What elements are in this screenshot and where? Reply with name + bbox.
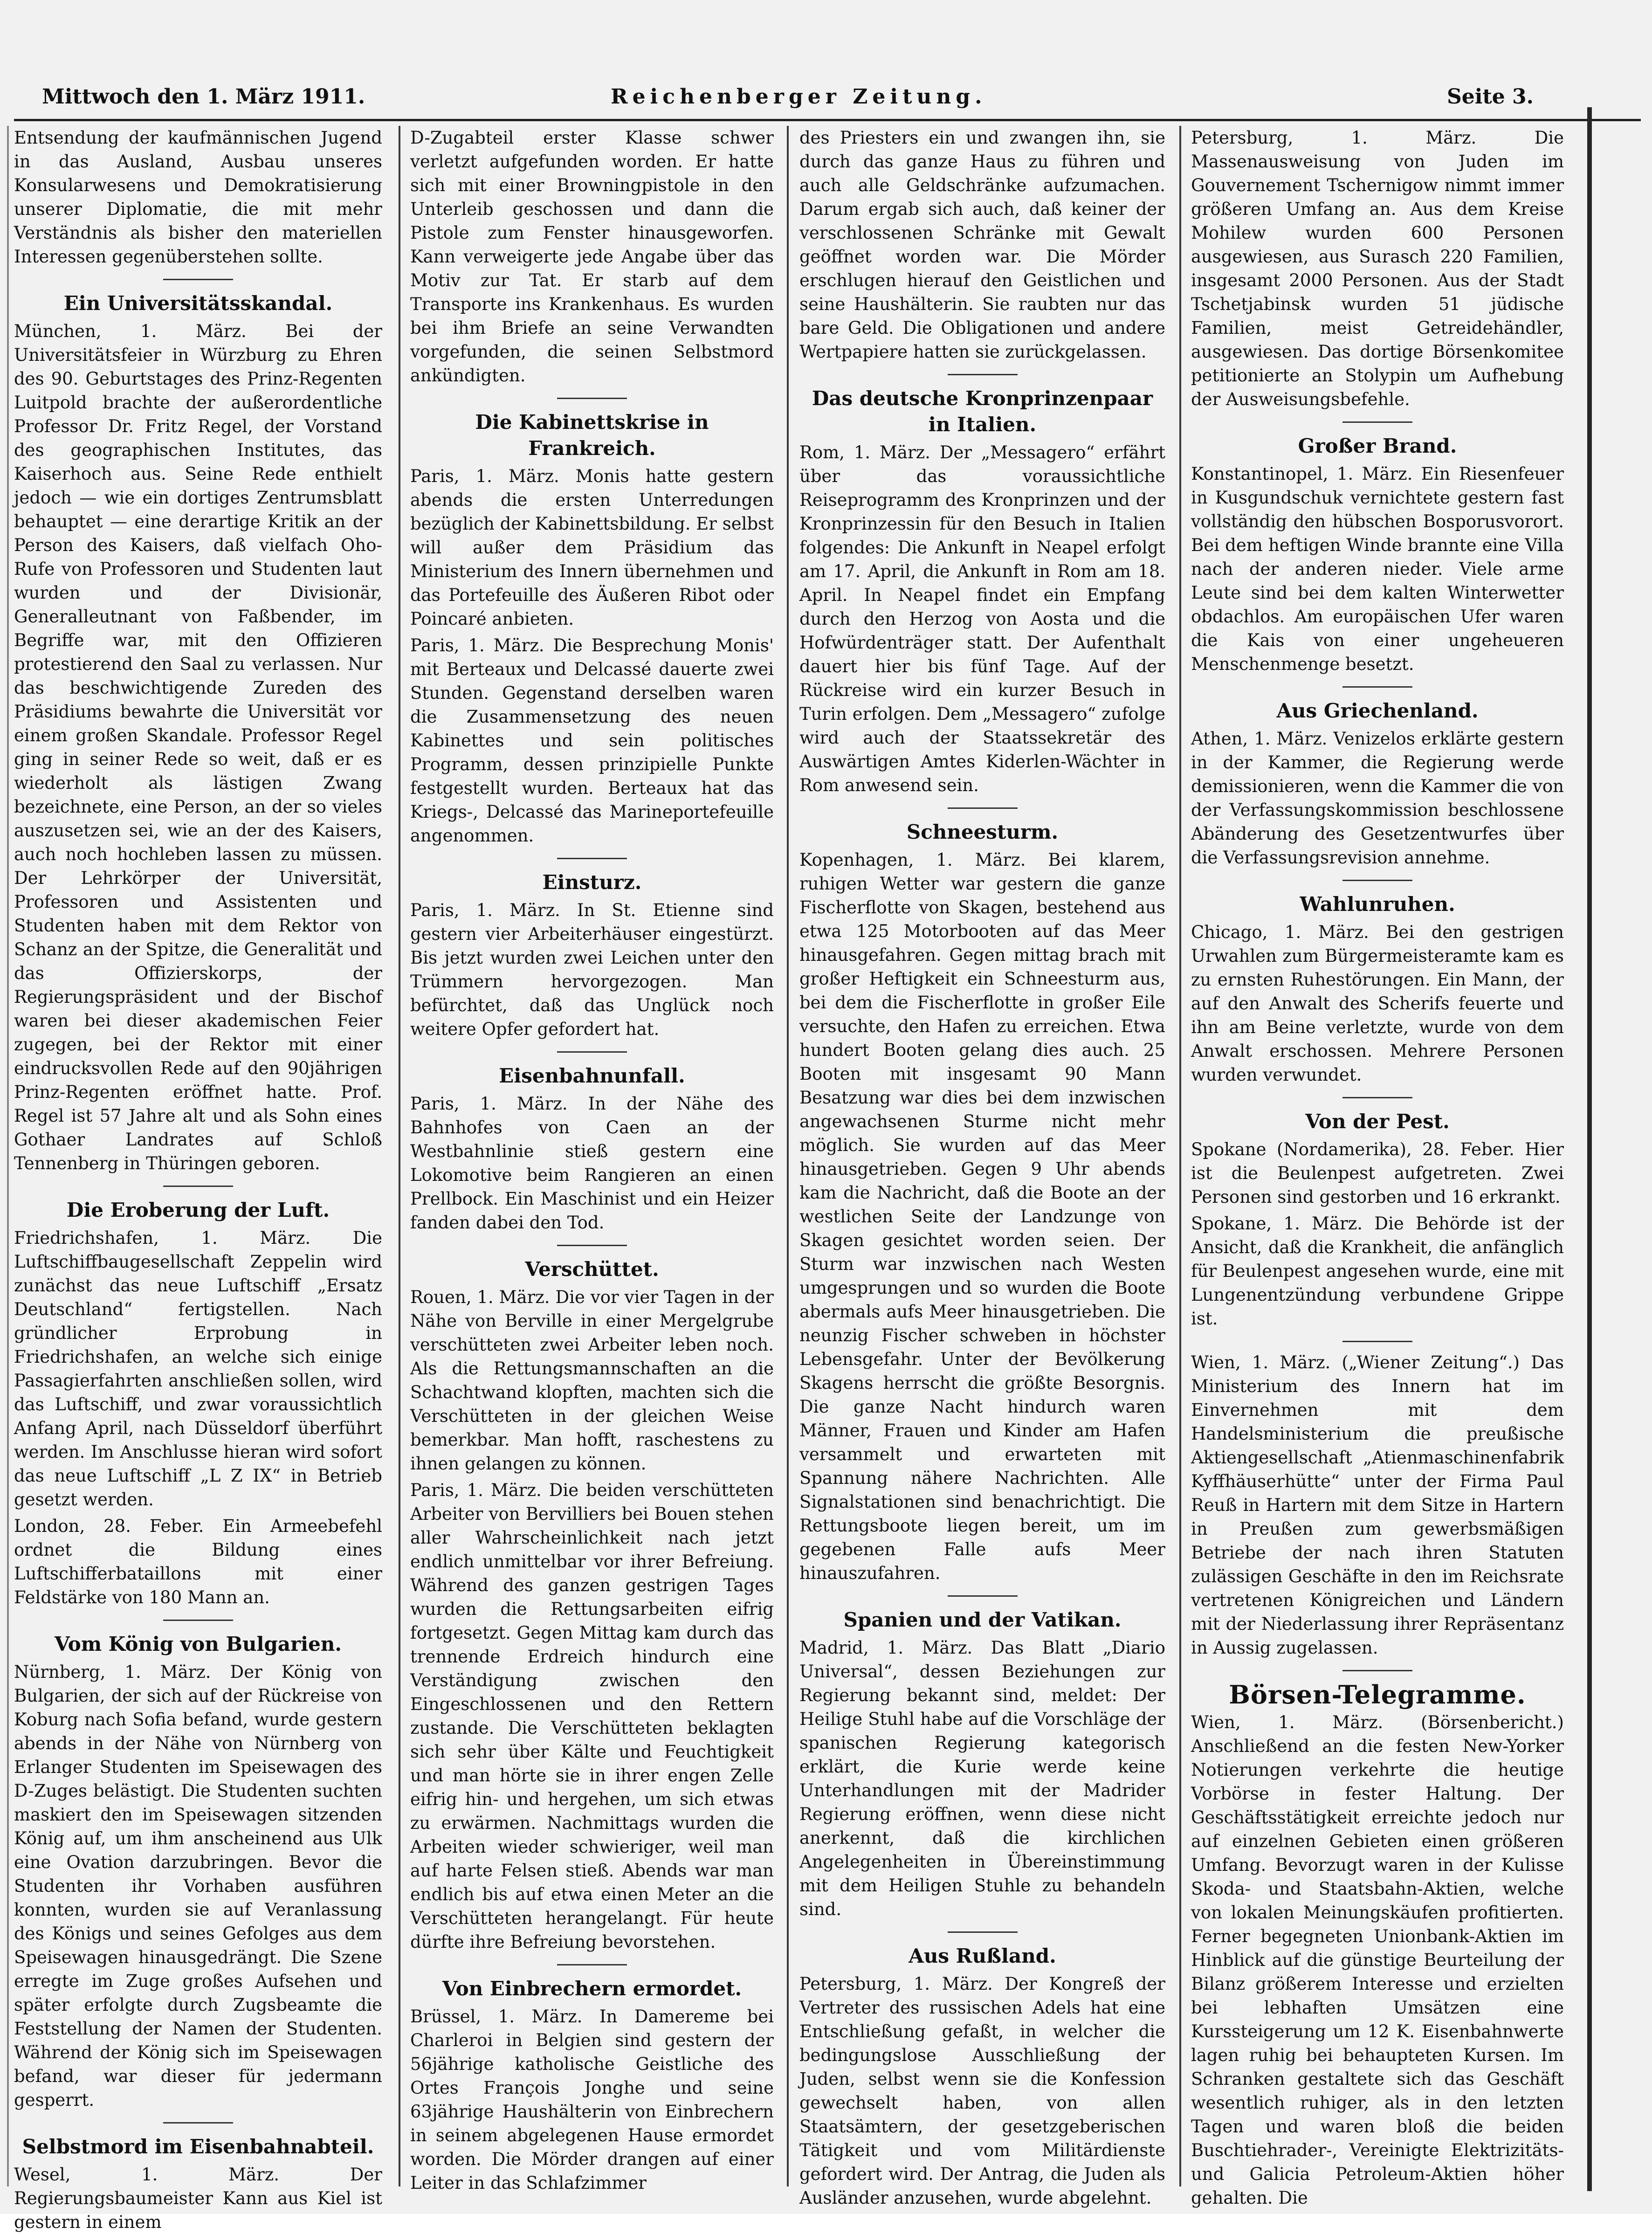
article-heading: Selbstmord im Eisenbahnabteil. xyxy=(22,2135,374,2158)
article xyxy=(410,1256,774,1954)
article-paragraph: Paris, 1. März. Die beiden verschütteten Arbeiter von Bervilliers bei Bouen stehen aller Wahrscheinlichkeit nach jetzt endlich unmittelbar vor ihrer Befreiung. Während des ganzen gestrigen Tages wurden die Rettungsarbeiten eifrig fortgesetzt. Gegen Mittag kam durch das trennende Erdreich hindurch eine Verständigung zwischen den Eingeschlossenen und den Rettern zustande. Die Verschütteten beklagten sich sehr über Kälte und Feuchtigkeit und man hörte sie in ihrer engen Zelle eifrig hin- und hergehen, um sich etwas zu erwärmen. Nachmittags wurden die Arbeiten wieder schwieriger, weil man auf harte Felsen stieß. Abends war man endlich bis auf etwa einen Meter an die Verschütteten herangelangt. Für heute dürfte ihre Befreiung bevorstehen. xyxy=(410,1480,774,1952)
article-paragraph: Friedrichshafen, 1. März. Die Luftschiffbaugesellschaft Zeppelin wird zunächst das neue Luftschiff „Ersatz Deutschland“ fertigstellen. Nach gründlicher Erprobung in Friedrichshafen, an welche sich einige Passagierfahrten anschließen sollen, wird das Luftschiff, und zwar voraussichtlich Anfang April, nach Düsseldorf überführt werden. Im Anschlusse hieran wird sofort das neue Luftschiff „L Z IX“ in Betrieb gesetzt werden. xyxy=(14,1228,382,1510)
article-heading: Aus Griechenland. xyxy=(1276,699,1479,722)
article-paragraph: Kopenhagen, 1. März. Bei klarem, ruhigen Wetter war gestern die ganze Fischerflotte von Skagen, bestehend aus etwa 125 Motorbooten auf das Meer hinausgefahren. Gegen mittag brach mit großer Heftigkeit ein Schneesturm aus, bei dem die Fischerflotte in großer Eile versuchte, den Hafen zu erreichen. Etwa hundert Booten gelang dies auch. 25 Booten mit insgesamt 90 Mann Besatzung war dies bei dem inzwischen angewachsenen Sturme nicht mehr möglich. Sie wurden auf das Meer hinausgetrieben. Gegen 9 Uhr abends kam die Nachricht, daß die Boote an der westlichen Seite der Landzunge von Skagen gesichtet worden seien. Der Sturm war inzwischen nach Westen umgesprungen und so wurden die Boote abermals aufs Meer hinausgetrieben. Die neunzig Fischer schweben in höchster Lebensgefahr. Unter der Bevölkerung Skagens herrscht die größte Besorgnis. Die ganze Nacht hindurch waren Männer, Frauen und Kinder am Hafen versammelt und erwarteten mit Spannung nähere Nachrichten. Alle Signalstationen sind benachrichtigt. Die Rettungsboote liegen bereit, um im gegebenen Falle aufs Meer hinauszufahren. xyxy=(799,850,1165,1583)
article-paragraph: Paris, 1. März. Monis hatte gestern abends die ersten Unterredungen bezüglich der Kabinettsbildung. Er selbst will außer dem Präsidium das Ministerium des Innern übernehmen und das Portefeuille des Äußeren Ribot oder Poincaré anbieten. xyxy=(410,466,774,629)
article-separator xyxy=(948,1595,1018,1597)
article xyxy=(14,2134,382,2234)
article-separator xyxy=(163,2122,233,2124)
article-heading: Eisenbahnunfall. xyxy=(499,1064,685,1087)
column-1 xyxy=(14,126,382,2232)
article-separator xyxy=(557,858,627,859)
article-paragraph: Paris, 1. März. In St. Etienne sind gestern vier Arbeiterhäuser eingestürzt. Bis jetzt wurden zwei Leichen unter den Trümmern hervorgezogen. Man befürchtet, daß das Unglück noch weitere Opfer gefordert hat. xyxy=(410,900,774,1039)
article-heading: Ein Universitätsskandal. xyxy=(63,292,333,315)
article xyxy=(799,386,1165,797)
article-separator xyxy=(948,374,1018,375)
article-paragraph: Rouen, 1. März. Die vor vier Tagen in der Nähe von Berville in einer Mergelgrube verschütteten zwei Arbeiter leben noch. Als die Rettungsmannschaften an die Schachtwand klopften, machten sich die Verschütteten in der gleichen Weise bemerkbar. Man hofft, raschestens zu ihnen gelangen zu können. xyxy=(410,1287,774,1474)
article xyxy=(1191,1109,1564,1331)
article-paragraph: Wien, 1. März. (Börsenbericht.) Anschließend an die festen New-Yorker Notierungen verkehrte die heutige Vorbörse in fester Haltung. Der Geschäftsstätigkeit erreichte jedoch nur auf einzelnen Gebieten einen größeren Umfang. Bevorzugt waren in der Kulisse Skoda- und Staatsbahn-Aktien, welche von lokalen Meinungskäufen profitierten. Ferner begegneten Unionbank-Aktien im Hinblick auf die günstige Beurteilung der Bilanz größerem Interesse und erzielten bei lebhaften Umsätzen eine Kurssteigerung um 12 K. Eisenbahnwerte lagen ruhig bei behaupteten Kursen. Im Schranken gestaltete sich das Geschäft wesentlich ruhiger, als in den letzten Tagen und waren bloß die beiden Buschtiehrader-, Vereinigte Elektrizitäts- und Galicia Petroleum-Aktien höher gehalten. Die xyxy=(1191,1712,1564,2208)
article xyxy=(410,1976,774,2195)
article xyxy=(1191,891,1564,1087)
article-separator xyxy=(557,1964,627,1965)
article-separator xyxy=(557,1051,627,1053)
column-divider xyxy=(787,126,789,2186)
article xyxy=(14,1197,382,1609)
article-paragraph: Petersburg, 1. März. Die Massenausweisung von Juden im Gouvernement Tschernigow nimmt immer größeren Umfang an. Aus dem Kreise Mohilew wurden 600 Personen ausgewiesen, aus Surasch 220 Familien, insgesamt 2000 Personen. Aus der Stadt Tschetjabinsk wurden 51 jüdische Familien, meist Getreidehändler, ausgewiesen. Das dortige Börsenkomitee petitionierte an Stolypin um Aufhebung der Ausweisungsbefehle. xyxy=(1191,128,1564,409)
article-heading: Schneesturm. xyxy=(906,821,1059,843)
article xyxy=(1191,126,1564,411)
article-paragraph: Spokane (Nordamerika), 28. Feber. Hier ist die Beulenpest aufgetreten. Zwei Personen sind gestorben und 16 erkrankt. xyxy=(1191,1139,1564,1207)
article-paragraph: Wesel, 1. März. Der Regierungsbaumeister Kann aus Kiel ist gestern in einem xyxy=(14,2165,382,2232)
article-separator xyxy=(163,1186,233,1187)
article xyxy=(410,869,774,1041)
article-paragraph: Athen, 1. März. Venizelos erklärte gestern in der Kammer, die Regierung werde demissionieren, wenn die Kammer die von der Verfassungskommission beschlossene Abänderung des Gesetzentwurfes über die Verfassungsrevision annehme. xyxy=(1191,729,1564,868)
article-paragraph: Spokane, 1. März. Die Behörde ist der Ansicht, daß die Krankheit, die anfänglich für Beulenpest angesehen wurde, eine mit Lungenentzündung verbundene Grippe ist. xyxy=(1191,1214,1564,1329)
article-paragraph: Rom, 1. März. Der „Messagero“ erfährt über das voraussichtliche Reiseprogramm des Kronprinzen und der Kronprinzessin für den Besuch in Italien folgendes: Die Ankunft in Neapel erfolgt am 17. April, die Ankunft in Rom am 18. April. In Neapel findet ein Empfang durch den Herzog von Aosta und die Hofwürdenträger statt. Der Aufenthalt dauert hier bis fünf Tage. Auf der Rückreise wird ein kurzer Besuch in Turin erfolgen. Dem „Messagero“ zufolge wird auch der Staatssekretär des Auswärtigen Amtes Kiderlen-Wächter in Rom anwesend sein. xyxy=(799,442,1165,795)
article-heading: Das deutsche Kronprinzenpaar in Italien. xyxy=(812,387,1153,436)
header-date: Mittwoch den 1. März 1911. xyxy=(42,85,365,109)
article-paragraph: London, 28. Feber. Ein Armeebefehl ordnet die Bildung eines Luftschifferbataillons mit einer Feldstärke von 180 Mann an. xyxy=(14,1516,382,1607)
article-heading: Spanien und der Vatikan. xyxy=(843,1608,1122,1631)
article xyxy=(410,409,774,848)
article-paragraph: München, 1. März. Bei der Universitätsfeier in Würzburg zu Ehren des 90. Geburtstages des Prinz-Regenten Luitpold brachte der außerordentliche Professor Dr. Fritz Regel, der Vorstand des geographischen Institutes, das Kaiserhoch aus. Seine Rede enthielt jedoch — wie ein dortiges Zentrumsblatt behauptet — eine derartige Kritik an der Person des Kaisers, daß vielfach Oho-Rufe von Professoren und Studenten laut wurden und der Divisionär, Generalleutnant von Faßbender, im Begriffe war, mit den Offizieren protestierend den Saal zu verlassen. Nur das beschwichtigende Zureden des Präsidiums bewahrte die Universität vor einem großen Skandale. Professor Regel ging in seiner Rede so weit, daß er es wiederholt als lästigen Zwang bezeichnete, eine Person, an der so vieles auszusetzen sei, wie an der des Kaisers, auch noch hochleben lassen zu müssen. Der Lehrkörper der Universität, Professoren und Assistenten und Studenten haben mit dem Rektor von Schanz an der Spitze, die Generalität und das Offizierskorps, der Regierungspräsident und der Bischof waren bei dieser akademischen Feier zugegen, bei der Rektor mit einer eindrucksvollen Rede auf den 90jährigen Prinz-Regenten eröffnet hatte. Prof. Regel ist 57 Jahre alt und als Sohn eines Gothaer Landrates auf Schloß Tennenberg in Thüringen geboren. xyxy=(14,321,382,1173)
article-separator xyxy=(557,398,627,399)
page-header xyxy=(42,85,1534,113)
article xyxy=(799,126,1165,364)
article-heading: Von Einbrechern ermordet. xyxy=(442,1977,742,2000)
article-paragraph: Madrid, 1. März. Das Blatt „Diario Universal“, dessen Beziehungen zur Regierung bekannt sind, meldet: Der Heilige Stuhl habe auf die Vorschläge der spanischen Regierung kategorisch erklärt, die Kurie werde keine Unterhandlungen mit der Madrider Regierung eröffnen, wenn diese nicht anerkennt, daß die kirchlichen Angelegenheiten in Übereinstimmung mit dem Heiligen Stuhle zu behandeln sind. xyxy=(799,1638,1165,1919)
article xyxy=(1191,433,1564,676)
article-separator xyxy=(1342,1341,1412,1342)
article xyxy=(14,290,382,1175)
article-heading: Großer Brand. xyxy=(1298,434,1457,457)
article-separator xyxy=(163,1620,233,1621)
page-edge-right xyxy=(1587,107,1592,2191)
article-paragraph: Petersburg, 1. März. Der Kongreß der Vertreter des russischen Adels hat eine Entschließung gefaßt, in welcher die bedingungslose Ausschließung der Juden, selbst wenn sie die Konfession gewechselt haben, von allen Staatsämtern, der gesetzgeberischen Tätigkeit und vom Militärdienste gefordert wird. Der Antrag, die Juden als Ausländer anzusehen, wurde abgelehnt. xyxy=(799,1974,1165,2208)
page-edge-left xyxy=(7,126,9,2186)
article xyxy=(799,1607,1165,1921)
article-separator xyxy=(1342,1097,1412,1098)
masthead-title: Reichenberger Zeitung. xyxy=(611,85,987,109)
article-heading: Einsturz. xyxy=(542,871,642,894)
article xyxy=(410,1063,774,1234)
article-paragraph: Paris, 1. März. In der Nähe des Bahnhofes von Caen an der Westbahnlinie stieß gestern eine Lokomotive beim Rangieren an einen Prellbock. Ein Maschinist und ein Heizer fanden dabei den Tod. xyxy=(410,1094,774,1233)
article-heading: Vom König von Bulgarien. xyxy=(55,1633,342,1655)
article-paragraph: Chicago, 1. März. Bei den gestrigen Urwahlen zum Bürgermeisteramte kam es zu ernsten Ruhestörungen. Ein Mann, der auf den Anwalt des Scherifs feuerte und ihn am Beine verletzte, wurde von dem Anwalt erschossen. Mehrere Personen wurden verwundet. xyxy=(1191,922,1564,1085)
column-4 xyxy=(1191,126,1564,2208)
article-separator xyxy=(557,1245,627,1246)
article-separator xyxy=(1342,1670,1412,1671)
article-separator xyxy=(948,807,1018,809)
article-paragraph: Wien, 1. März. („Wiener Zeitung“.) Das Ministerium des Innern hat im Einvernehmen mit dem Handelsministerium die preußische Aktiengesellschaft „Atienmaschinenfabrik Kyffhäuserhütte“ unter der Firma Paul Reuß in Hartern mit dem Sitze in Hartern in Preußen zum gewerbsmäßigen Betriebe der nach ihren Statuten zulässigen Geschäfte in den im Reichsrate vertretenen Königreichen und Ländern mit der Niederlassung ihrer Repräsentanz in Aussig zugelassen. xyxy=(1191,1352,1564,1658)
article-paragraph: Paris, 1. März. Die Besprechung Monis' mit Berteaux und Delcassé dauerte zwei Stunden. Gegenstand derselben waren die Zusammensetzung des neuen Kabinettes und sein politisches Programm, dessen prinzipielle Punkte festgestellt wurden. Berteaux hat das Kriegs-, Delcassé das Marineportefeuille angenommen. xyxy=(410,635,774,846)
article-separator xyxy=(1342,421,1412,423)
article-paragraph: Nürnberg, 1. März. Der König von Bulgarien, der sich auf der Rückreise von Koburg nach Sofia befand, wurde gestern abends in der Nähe von Nürnberg von Erlanger Studenten im Speisewagen des D-Zuges belästigt. Die Studenten suchten maskiert den im Speisewagen sitzenden König auf, um ihm anscheinend aus Ulk eine Ovation darzubringen. Bevor die Studenten ihr Vorhaben ausführen konnten, wurden sie auf Veranlassung des Königs und seines Gefolges aus dem Speisewagen hinausgedrängt. Die Szene erregte im Zuge großes Aufsehen und später erfolgte durch Zugsbeamte die Feststellung der Namen der Studenten. Während der König sich im Speisewagen befand, war dieser für jedermann gesperrt. xyxy=(14,1662,382,2110)
column-2 xyxy=(410,126,774,2193)
article-paragraph: D-Zugabteil erster Klasse schwer verletzt aufgefunden worden. Er hatte sich mit einer Browningpistole in den Unterleib geschossen und dann die Pistole zum Fenster hinausgeworfen. Kann verweigerte jede Angabe über das Motiv zur Tat. Er starb auf dem Transporte ins Krankenhaus. Es wurden bei ihm Briefe an seine Verwandten vorgefunden, die seinen Selbstmord ankündigten. xyxy=(410,128,774,386)
article-paragraph: Brüssel, 1. März. In Damereme bei Charleroi in Belgien sind gestern der 56jährige katholische Geistliche des Ortes François Jonghe und seine 63jährige Haushälterin von Einbrechern in seinem abgelegenen Hause ermordet worden. Die Mörder drangen auf einer Leiter in das Schlafzimmer xyxy=(410,2006,774,2193)
column-divider xyxy=(399,126,400,2186)
article-separator xyxy=(948,1931,1018,1933)
article-paragraph: Entsendung der kaufmännischen Jugend in das Ausland, Ausbau unseres Konsularwesens und Demokratisierung unserer Diplomatie, die mit mehr Verständnis als bisher den materiellen Interessen gegenüberstehen sollte. xyxy=(14,128,382,267)
article-separator xyxy=(1342,686,1412,688)
article-heading: Die Kabinettskrise in Frankreich. xyxy=(475,411,709,460)
article xyxy=(1191,1682,1564,2210)
article-heading: Verschüttet. xyxy=(525,1258,659,1281)
column-3 xyxy=(799,126,1165,2208)
article xyxy=(1191,1351,1564,1660)
article-heading: Börsen-Telegramme. xyxy=(1229,1680,1526,1710)
article-heading: Die Eroberung der Luft. xyxy=(66,1199,330,1221)
article xyxy=(799,819,1165,1585)
article xyxy=(14,126,382,269)
article-separator xyxy=(163,279,233,280)
article xyxy=(14,1631,382,2112)
article-paragraph: Konstantinopel, 1. März. Ein Riesenfeuer in Kusgundschuk vernichtete gestern fast vollständig den hübschen Bosporusvorort. Bei dem heftigen Winde brannte eine Villa nach der anderen nieder. Viele arme Leute sind bei dem kalten Winterwetter obdachlos. Am europäischen Ufer waren die Kais von einer ungeheueren Menschenmenge besetzt. xyxy=(1191,464,1564,674)
article xyxy=(410,126,774,387)
article-heading: Von der Pest. xyxy=(1305,1110,1450,1133)
article-separator xyxy=(1342,880,1412,881)
header-rule xyxy=(14,119,1641,121)
article xyxy=(1191,698,1564,869)
article xyxy=(799,1943,1165,2210)
article-heading: Wahlunruhen. xyxy=(1300,893,1455,916)
article-paragraph: des Priesters ein und zwangen ihn, sie durch das ganze Haus zu führen und auch alle Geldschränke aufzumachen. Darum ergab sich auch, daß keiner der verschlossenen Schränke mit Gewalt geöffnet worden war. Die Mörder erschlugen hierauf den Geistlichen und seine Haushälterin. Sie raubten nur das bare Geld. Die Obligationen und andere Wertpapiere hatten sie zurückgelassen. xyxy=(799,128,1165,362)
article-heading: Aus Rußland. xyxy=(909,1944,1056,1967)
column-divider xyxy=(1179,126,1181,2186)
page-number: Seite 3. xyxy=(1446,85,1534,109)
